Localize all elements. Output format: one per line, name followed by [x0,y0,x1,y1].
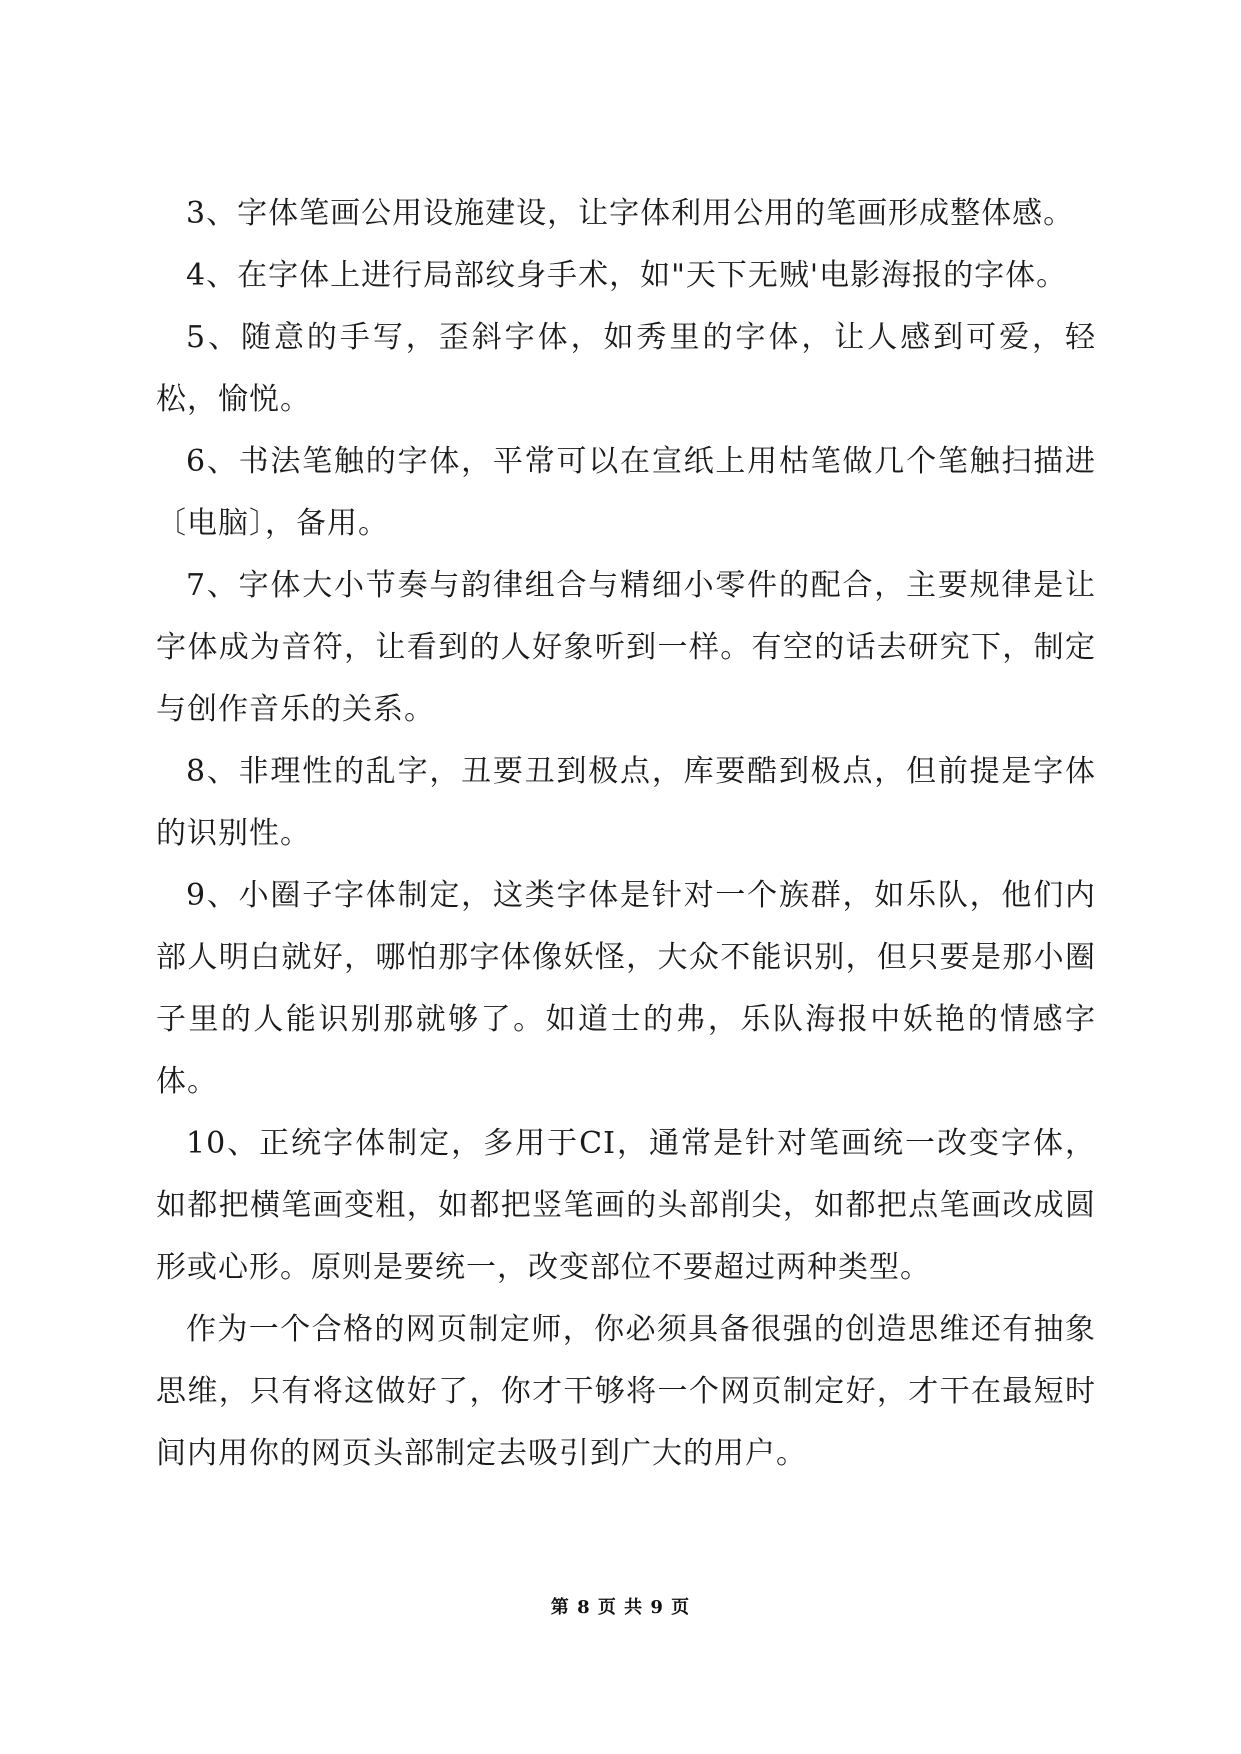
document-body [156,183,1096,1485]
paragraph-8: 8、非理性的乱字，丑要丑到极点，库要酷到极点，但前提是字体的识别性。 [156,754,1096,851]
paragraph-10: 10、正统字体制定，多用于CI，通常是针对笔画统一改变字体，如都把横笔画变粗，如都把竖笔画的头部削尖，如都把点笔画改成圆形或心形。原则是要统一，改变部位不要超过两种类型。 [156,1126,1096,1285]
page-number-footer: 第 8 页 共 9 页 [550,1597,691,1618]
paragraph-conclusion: 作为一个合格的网页制定师，你必须具备很强的创造思维还有抽象思维，只有将这做好了，你才干够将一个网页制定好，才干在最短时间内用你的网页头部制定去吸引到广大的用户。 [156,1312,1096,1471]
paragraph-6: 6、书法笔触的字体，平常可以在宣纸上用枯笔做几个笔触扫描进〔电脑〕，备用。 [156,444,1096,541]
paragraph-4: 4、在字体上进行局部纹身手术，如"天下无贼'电影海报的字体。 [186,258,1068,293]
paragraph-7: 7、字体大小节奏与韵律组合与精细小零件的配合，主要规律是让字体成为音符，让看到的人好象听到一样。有空的话去研究下，制定与创作音乐的关系。 [156,568,1096,727]
paragraph-5: 5、随意的手写，歪斜字体，如秀里的字体，让人感到可爱，轻松，愉悦。 [156,320,1096,417]
paragraph-3: 3、字体笔画公用设施建设，让字体利用公用的笔画形成整体感。 [186,196,1075,231]
paragraph-9: 9、小圈子字体制定，这类字体是针对一个族群，如乐队，他们内部人明白就好，哪怕那字体像妖怪，大众不能识别，但只要是那小圈子里的人能识别那就够了。如道士的弗，乐队海报中妖艳的情感字体。 [156,878,1096,1099]
